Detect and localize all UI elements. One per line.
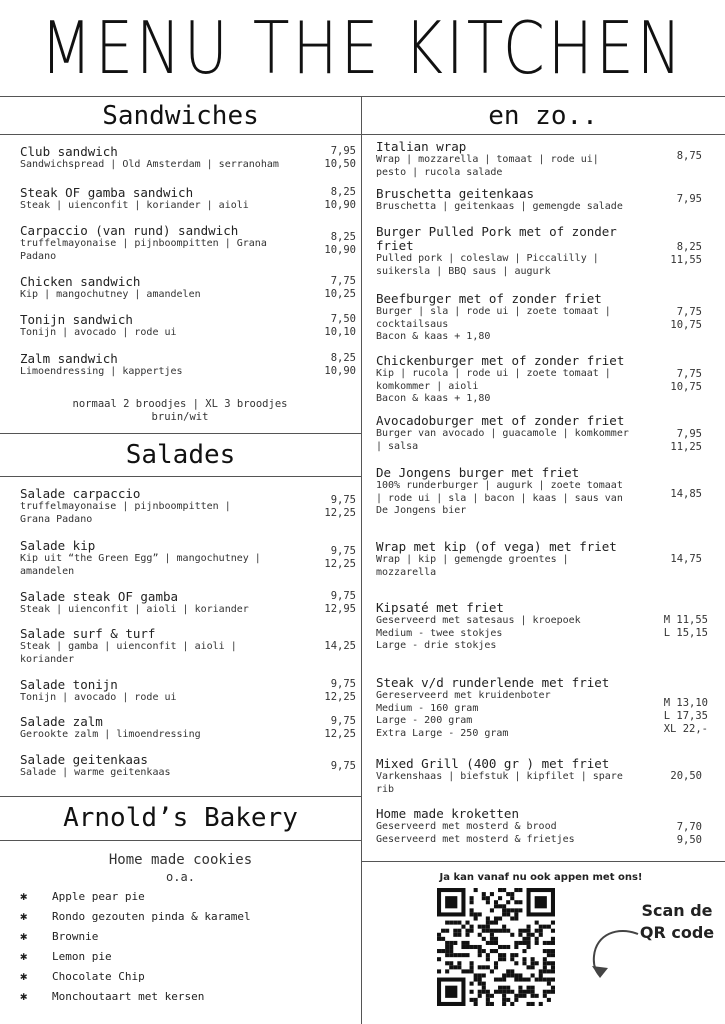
item-name: Salade steak OF gamba [20, 589, 179, 604]
salade-item [20, 678, 310, 705]
list-item [20, 946, 340, 966]
divider-center [361, 96, 362, 1024]
qr-code[interactable] [437, 888, 555, 1006]
item-name: Salade kip [20, 538, 96, 553]
item-name: Salade geitenkaas [20, 752, 148, 767]
item-price: 9,75 12,25 [324, 715, 356, 740]
item-description: Bruschetta | geitenkaas | gemengde salade [376, 201, 623, 212]
item-price: 7,50 10,10 [324, 313, 356, 338]
item-price: 7,95 10,50 [324, 145, 356, 170]
list-item [20, 986, 340, 1006]
bakery-heading: Arnold’s Bakery [63, 803, 298, 833]
divider-sandwiches-head [0, 134, 361, 135]
enzo-item [376, 140, 661, 179]
bakery-subheading: Home made cookies [108, 852, 253, 868]
list-item-label: Chocolate Chip [52, 969, 145, 983]
list-item-label: Lemon pie [52, 949, 112, 963]
item-name: Steak OF gamba sandwich [20, 185, 194, 200]
item-name: Beefburger met of zonder friet [376, 291, 602, 306]
salade-item [20, 590, 310, 617]
item-price: 9,75 12,25 [324, 545, 356, 570]
sandwich-item [20, 313, 310, 340]
item-price: 7,95 11,25 [670, 428, 702, 453]
sandwich-item [20, 224, 300, 263]
enzo-item [376, 540, 661, 579]
bakery-oa: o.a. [166, 870, 195, 884]
item-description: Kip | mangochutney | amandelen [20, 289, 201, 300]
asterisk-icon: ✱ [20, 989, 28, 1003]
divider-bakery-head [0, 840, 361, 841]
list-item-label: Brownie [52, 929, 99, 943]
salade-item [20, 487, 310, 526]
item-price: 14,85 [670, 488, 702, 500]
sandwich-item [20, 186, 310, 213]
sandwich-item [20, 352, 310, 379]
item-description: Geserveerd met mosterd & brood Geserveerd met mosterd & frietjes [376, 821, 575, 845]
item-description: truffelmayonaise | pijnboompitten | Grana Padano [20, 501, 231, 525]
list-item [20, 966, 340, 986]
item-name: Bruschetta geitenkaas [376, 186, 535, 201]
salade-item [20, 715, 310, 742]
divider-top [0, 96, 725, 97]
item-description: Steak | uienconfit | koriander | aioli [20, 200, 249, 211]
asterisk-icon: ✱ [20, 909, 28, 923]
sandwiches-heading: Sandwiches [102, 101, 259, 131]
item-description: Sandwichspread | Old Amsterdam | serranoham [20, 159, 279, 170]
item-price: 8,25 10,90 [324, 186, 356, 211]
item-name: Salade zalm [20, 714, 103, 729]
arrow-icon [578, 922, 642, 986]
item-price: M 13,10 L 17,35 XL 22,- [663, 697, 708, 735]
item-description: truffelmayonaise | pijnboompitten | Grana Padano [20, 238, 267, 262]
item-price: 9,75 12,95 [324, 590, 356, 615]
item-name: Kipsaté met friet [376, 600, 504, 615]
item-description: Steak | gamba | uienconfit | aioli | koriander [20, 641, 237, 665]
item-name: Salade tonijn [20, 677, 118, 692]
item-price: 20,50 [670, 770, 702, 782]
enzo-item [376, 354, 661, 406]
asterisk-icon: ✱ [20, 889, 28, 903]
item-name: Italian wrap [376, 139, 467, 154]
sandwich-note: normaal 2 broodjes | XL 3 broodjes bruin/wit [72, 398, 288, 423]
list-item-label: Monchoutaart met kersen [52, 989, 205, 1003]
item-price: 8,25 11,55 [670, 241, 702, 266]
menu-title: MENU THE KITCHEN [40, 6, 685, 91]
salades-heading: Salades [125, 440, 236, 470]
salade-item [20, 539, 310, 578]
enzo-item [376, 225, 661, 278]
divider-qr-top [361, 861, 725, 862]
item-price: 8,75 [676, 150, 702, 162]
salade-item [20, 627, 310, 666]
divider-enzo-head [361, 134, 725, 135]
salade-item [20, 753, 310, 780]
bakery-list [20, 886, 340, 1006]
item-description: Kip | rucola | rode ui | zoete tomaat | komkommer | aioli Bacon & kaas + 1,80 [376, 368, 611, 404]
scan-label: Scan de QR code [639, 901, 715, 942]
item-price: 7,75 10,25 [324, 275, 356, 300]
item-name: De Jongens burger met friet [376, 465, 580, 480]
item-description: Wrap | kip | gemengde groentes | mozzarella [376, 554, 569, 578]
item-name: Salade carpaccio [20, 486, 141, 501]
divider-salades-top [0, 433, 361, 434]
enzo-item [376, 466, 661, 518]
item-price: 7,95 [676, 193, 702, 205]
enzo-item [376, 757, 661, 796]
item-description: Kip uit “the Green Egg” | mangochutney | amandelen [20, 553, 261, 577]
item-description: Gerookte zalm | limoendressing [20, 729, 201, 740]
asterisk-icon: ✱ [20, 949, 28, 963]
list-item-label: Apple pear pie [52, 889, 145, 903]
item-description: Wrap | mozzarella | tomaat | rode ui| pesto | rucola salade [376, 154, 599, 178]
item-name: Home made kroketten [376, 806, 519, 821]
item-description: Tonijn | avocado | rode ui [20, 692, 177, 703]
list-item-label: Rondo gezouten pinda & karamel [52, 909, 251, 923]
item-description: Pulled pork | coleslaw | Piccalilly | suikersla | BBQ saus | augurk [376, 253, 599, 277]
item-name: Chicken sandwich [20, 274, 141, 289]
sandwich-item [20, 145, 310, 172]
enzo-item [376, 187, 661, 214]
divider-salades-head [0, 476, 361, 477]
list-item [20, 926, 340, 946]
item-name: Carpaccio (van rund) sandwich [20, 223, 239, 238]
item-name: Club sandwich [20, 144, 118, 159]
divider-bakery-top [0, 796, 361, 797]
item-name: Salade surf & turf [20, 626, 156, 641]
item-description: Burger | sla | rode ui | zoete tomaat | cocktailsaus Bacon & kaas + 1,80 [376, 306, 611, 342]
item-price: 9,75 12,25 [324, 678, 356, 703]
item-description: Tonijn | avocado | rode ui [20, 327, 177, 338]
item-price: 14,75 [670, 553, 702, 565]
item-description: Limoendressing | kappertjes [20, 366, 183, 377]
asterisk-icon: ✱ [20, 929, 28, 943]
item-description: Salade | warme geitenkaas [20, 767, 171, 778]
item-price: 8,25 10,90 [324, 352, 356, 377]
item-price: M 11,55 L 15,15 [663, 614, 708, 639]
item-description: Burger van avocado | guacamole | komkommer | salsa [376, 428, 629, 452]
item-name: Steak v/d runderlende met friet [376, 675, 610, 690]
item-price: 9,75 [330, 760, 356, 772]
item-name: Wrap met kip (of vega) met friet [376, 539, 617, 554]
item-price: 7,75 10,75 [670, 306, 702, 331]
item-description: 100% runderburger | augurk | zoete tomaat | rode ui | sla | bacon | kaas | saus van De Jongens bier [376, 480, 623, 516]
item-name: Zalm sandwich [20, 351, 118, 366]
asterisk-icon: ✱ [20, 969, 28, 983]
item-description: Geserveerd met satesaus | kroepoek Medium - twee stokjes Large - drie stokjes [376, 615, 581, 651]
item-price: 7,75 10,75 [670, 368, 702, 393]
item-name: Mixed Grill (400 gr ) met friet [376, 756, 610, 771]
qr-caption: Ja kan vanaf nu ook appen met ons! [439, 872, 643, 883]
enzo-item [376, 807, 661, 846]
list-item [20, 886, 340, 906]
item-name: Burger Pulled Pork met of zonder friet [376, 224, 617, 253]
item-price: 9,75 12,25 [324, 494, 356, 519]
item-price: 14,25 [324, 640, 356, 652]
enzo-item [376, 601, 661, 653]
item-description: Varkenshaas | biefstuk | kipfilet | spare rib [376, 771, 623, 795]
item-name: Chickenburger met of zonder friet [376, 353, 625, 368]
enzo-item [376, 676, 661, 740]
item-description: Gereserveerd met kruidenboter Medium - 160 gram Large - 200 gram Extra Large - 250 gram [376, 690, 551, 739]
item-description: Steak | uienconfit | aioli | koriander [20, 604, 249, 615]
item-name: Avocadoburger met of zonder friet [376, 413, 625, 428]
sandwich-item [20, 275, 310, 302]
item-price: 7,70 9,50 [676, 821, 702, 846]
item-name: Tonijn sandwich [20, 312, 133, 327]
item-price: 8,25 10,90 [324, 231, 356, 256]
list-item [20, 906, 340, 926]
enzo-item [376, 292, 661, 344]
enzo-item [376, 414, 661, 453]
enzo-heading: en zo.. [488, 101, 598, 131]
